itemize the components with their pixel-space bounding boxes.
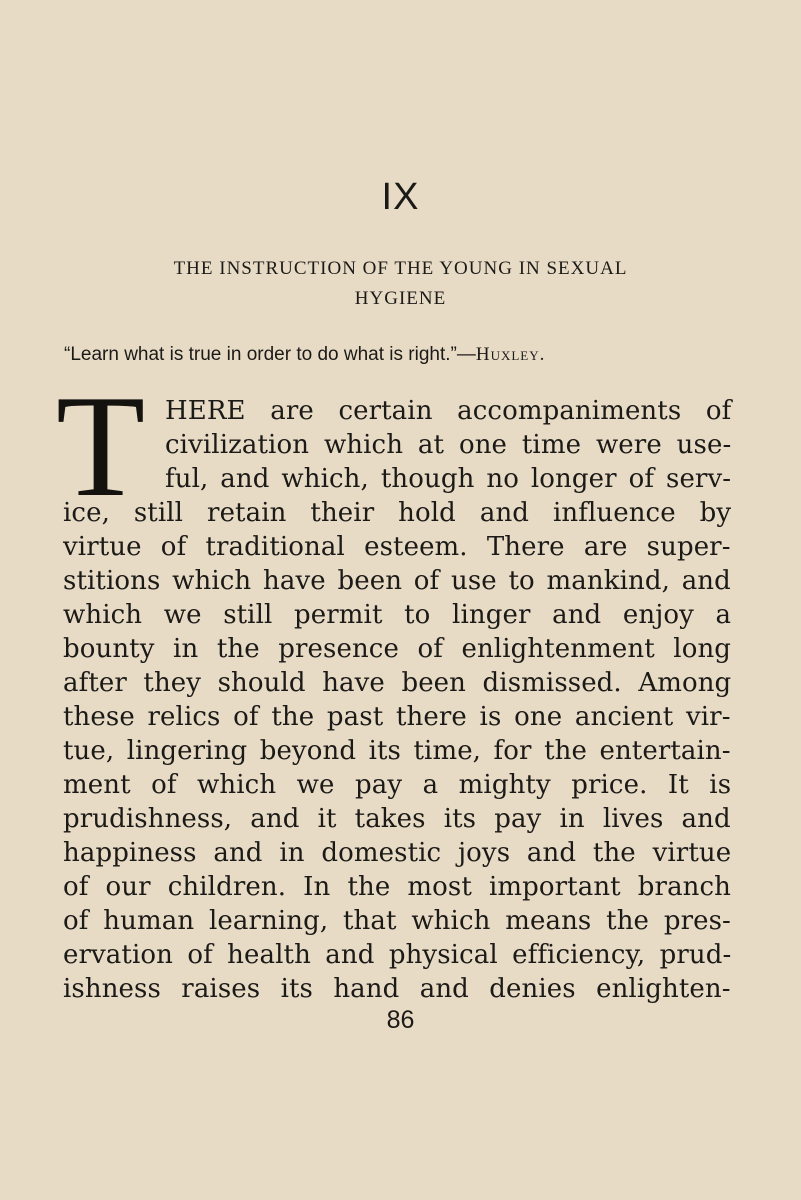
body-line: HERE are certain accompaniments of [165,396,732,426]
drop-cap: T [56,365,146,527]
epigraph-quote: “Learn what is true in order to do what is right.”— [64,344,476,365]
body-line: these relics of the past there is one ancient vir- [63,702,731,732]
body-line: which we still permit to linger and enjoy a [63,600,732,630]
body-line: after they should have been dismissed. Among [63,668,732,698]
chapter-title-line-2: HYGIENE [354,288,447,309]
body-line: prudishness, and it takes its pay in lives and [63,804,731,834]
body-line: ice, still retain their hold and influence by [63,498,732,528]
body-line: of human learning, that which means the pres- [63,906,731,936]
body-line: ervation of health and physical efficiency, prud- [63,940,732,970]
body-line: ishness raises its hand and denies enlighten- [63,974,731,1004]
page-number: 86 [386,1006,415,1034]
chapter-title-line-1: THE INSTRUCTION OF THE YOUNG IN SEXUAL [173,258,628,279]
epigraph [64,344,545,366]
body-line: ment of which we pay a mighty price. It is [63,770,732,800]
body-line: stitions which have been of use to mankind, and [63,566,731,596]
epigraph-author: Huxley. [475,344,546,365]
body-line: bounty in the presence of enlightenment long [63,634,732,664]
body-line: of our children. In the most important branch [63,872,732,902]
body-line: happiness and in domestic joys and the virtue [63,838,732,868]
chapter-number: IX [381,176,420,218]
body-line: civilization which at one time were use- [165,430,732,460]
body-line: virtue of traditional esteem. There are super- [63,532,731,562]
body-line: ful, and which, though no longer of serv- [165,464,732,494]
body-line: tue, lingering beyond its time, for the entertain- [63,736,731,766]
